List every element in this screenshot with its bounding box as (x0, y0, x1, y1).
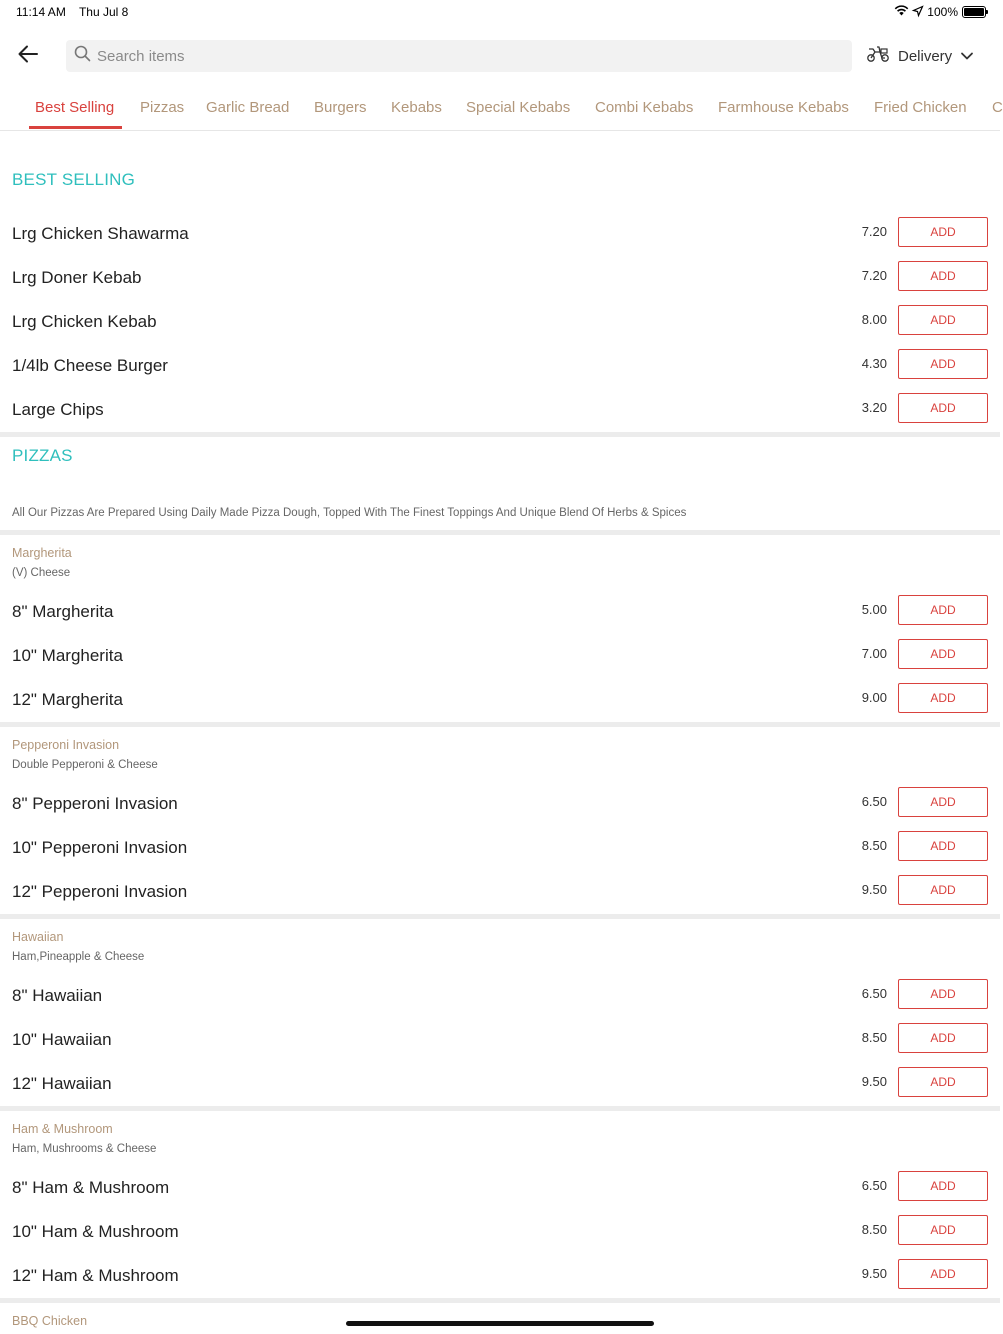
menu-item-name: Large Chips (12, 400, 104, 419)
menu-item-name: Lrg Chicken Shawarma (12, 224, 189, 243)
section-divider (0, 722, 1000, 727)
item-group-desc: Ham, Mushrooms & Cheese (12, 1143, 157, 1155)
add-button[interactable]: ADD (898, 875, 988, 905)
menu-item-name: 8" Margherita (12, 602, 114, 621)
section-divider (0, 914, 1000, 919)
add-button[interactable]: ADD (898, 393, 988, 423)
add-button[interactable]: ADD (898, 1171, 988, 1201)
item-group-name: Ham & Mushroom (12, 1122, 113, 1136)
status-indicators (894, 4, 986, 19)
add-button[interactable]: ADD (898, 1215, 988, 1245)
section-title-best-selling: BEST SELLING (12, 170, 136, 189)
search-icon (74, 45, 91, 67)
section-divider (0, 432, 1000, 437)
section-divider (0, 530, 1000, 535)
tab-partial[interactable]: C (992, 99, 1003, 116)
menu-item-name: 10" Pepperoni Invasion (12, 838, 188, 857)
battery-icon (962, 6, 986, 18)
tab-best-selling[interactable]: Best Selling (35, 99, 115, 116)
tab-combi-kebabs[interactable]: Combi Kebabs (595, 99, 694, 116)
menu-item-name: 8" Pepperoni Invasion (12, 794, 178, 813)
add-button[interactable]: ADD (898, 979, 988, 1009)
menu-item-price: 8.00 (861, 312, 887, 327)
menu-item-price: 5.00 (861, 602, 887, 617)
menu-item-name: 12" Hawaiian (12, 1074, 112, 1093)
search-bar[interactable] (66, 40, 852, 72)
item-group-name: BBQ Chicken (12, 1314, 88, 1328)
add-button[interactable]: ADD (898, 349, 988, 379)
menu-item-name: Lrg Doner Kebab (12, 268, 142, 287)
arrow-left-icon (18, 45, 38, 68)
menu-item-price: 9.50 (861, 1266, 887, 1281)
search-input[interactable] (97, 48, 797, 65)
tab-pizzas[interactable]: Pizzas (140, 99, 185, 116)
status-time: 11:14 AM (16, 5, 66, 19)
tab-farmhouse-kebabs[interactable]: Farmhouse Kebabs (718, 99, 849, 116)
tab-burgers[interactable]: Burgers (314, 99, 367, 116)
menu-item-name: 10" Margherita (12, 646, 123, 665)
add-button[interactable]: ADD (898, 1023, 988, 1053)
item-group-desc: (V) Cheese (12, 567, 71, 579)
menu-item-price: 9.00 (861, 690, 887, 705)
section-divider (0, 1298, 1000, 1303)
tab-garlic-bread[interactable]: Garlic Bread (206, 99, 290, 116)
chevron-down-icon (960, 48, 974, 65)
item-group-desc: Double Pepperoni & Cheese (12, 759, 158, 771)
menu-item-price: 8.50 (861, 1222, 887, 1237)
menu-item-price: 6.50 (861, 794, 887, 809)
status-date: Thu Jul 8 (78, 5, 129, 19)
menu-item-price: 6.50 (861, 986, 887, 1001)
add-button[interactable]: ADD (898, 217, 988, 247)
tab-fried-chicken[interactable]: Fried Chicken (874, 99, 967, 116)
menu-item-price: 7.20 (861, 224, 887, 239)
status-bar (0, 0, 1000, 24)
add-button[interactable]: ADD (898, 261, 988, 291)
section-title-pizzas: PIZZAS (12, 446, 73, 465)
delivery-selector[interactable] (866, 44, 974, 68)
location-arrow-icon (913, 5, 923, 19)
menu-item-price: 4.30 (861, 356, 887, 371)
back-button[interactable] (14, 42, 42, 70)
menu-item-price: 9.50 (861, 1074, 887, 1089)
menu-item-name: 12" Pepperoni Invasion (12, 882, 188, 901)
battery-percent: 100% (927, 4, 958, 19)
status-time-date (16, 5, 138, 19)
active-tab-indicator (29, 126, 122, 129)
menu-item-price: 7.20 (861, 268, 887, 283)
menu-item-price: 8.50 (861, 1030, 887, 1045)
menu-item-name: 12" Margherita (12, 690, 123, 709)
delivery-label: Delivery (898, 47, 953, 65)
menu-item-name: 10" Hawaiian (12, 1030, 112, 1049)
add-button[interactable]: ADD (898, 1067, 988, 1097)
menu-item-price: 3.20 (861, 400, 887, 415)
section-description: All Our Pizzas Are Prepared Using Daily Made Pizza Dough, Topped With The Finest Toppings And Unique Blend Of Herbs & Spices (12, 507, 687, 519)
section-divider (0, 1106, 1000, 1111)
add-button[interactable]: ADD (898, 683, 988, 713)
item-group-name: Margherita (12, 546, 72, 560)
home-indicator[interactable] (346, 1321, 654, 1326)
menu-item-name: Lrg Chicken Kebab (12, 312, 157, 331)
menu-item-name: 8" Ham & Mushroom (12, 1178, 170, 1197)
item-group-name: Hawaiian (12, 930, 64, 944)
add-button[interactable]: ADD (898, 831, 988, 861)
item-group-name: Pepperoni Invasion (12, 738, 120, 752)
item-group-desc: Ham,Pineapple & Cheese (12, 951, 145, 963)
menu-item-price: 7.00 (861, 646, 887, 661)
add-button[interactable]: ADD (898, 639, 988, 669)
menu-item-price: 9.50 (861, 882, 887, 897)
wifi-icon (894, 4, 909, 19)
menu-item-price: 8.50 (861, 838, 887, 853)
add-button[interactable]: ADD (898, 595, 988, 625)
menu-item-price: 6.50 (861, 1178, 887, 1193)
header (0, 40, 1000, 72)
tab-kebabs[interactable]: Kebabs (391, 99, 442, 116)
add-button[interactable]: ADD (898, 1259, 988, 1289)
scooter-icon (866, 45, 890, 67)
tab-special-kebabs[interactable]: Special Kebabs (466, 99, 571, 116)
add-button[interactable]: ADD (898, 787, 988, 817)
menu-item-name: 8" Hawaiian (12, 986, 103, 1005)
category-tabs (0, 88, 1003, 131)
menu-item-name: 1/4lb Cheese Burger (12, 356, 168, 375)
menu-item-name: 10" Ham & Mushroom (12, 1222, 179, 1241)
menu-item-name: 12" Ham & Mushroom (12, 1266, 179, 1285)
add-button[interactable]: ADD (898, 305, 988, 335)
